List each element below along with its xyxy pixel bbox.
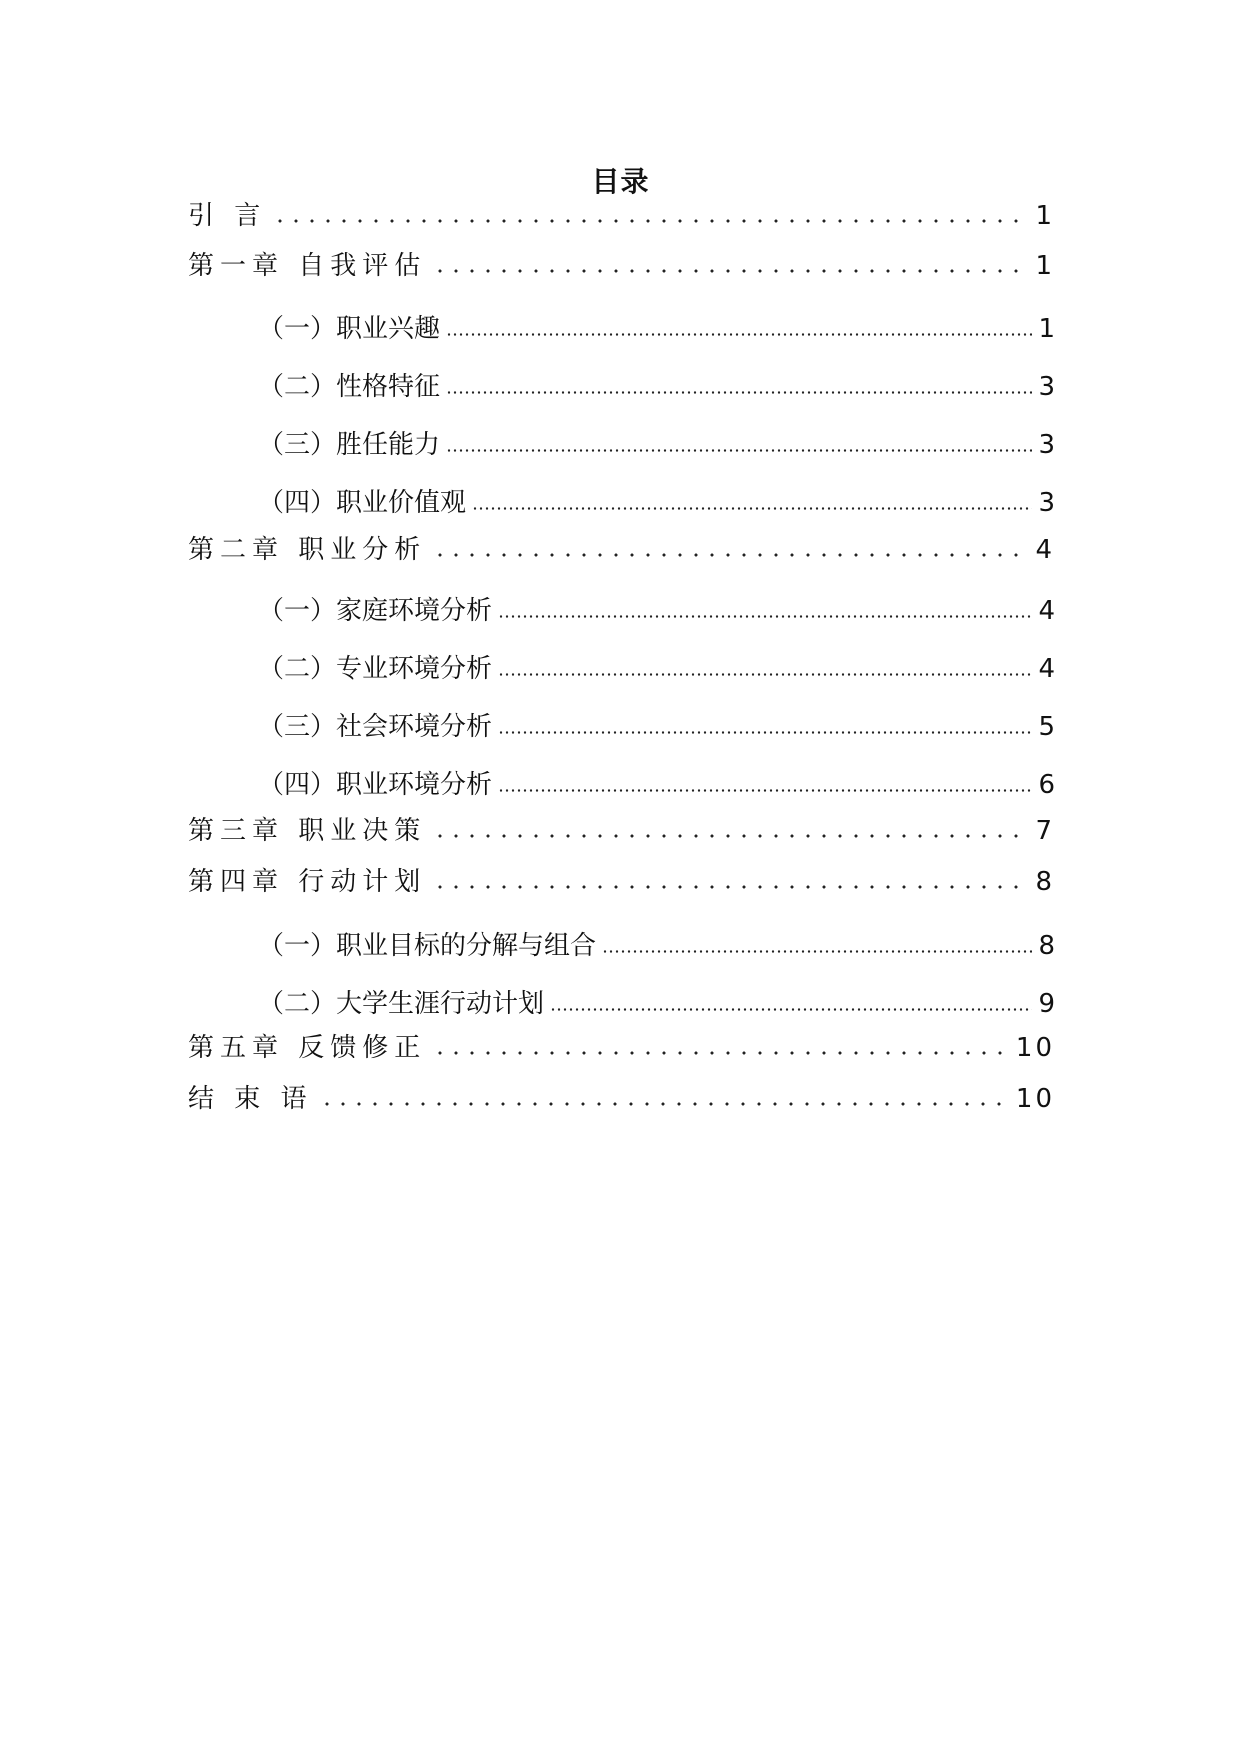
toc-page-number: 10 (1015, 1084, 1055, 1114)
toc-dot-leader (272, 198, 1029, 224)
toc-entry-chapter-4[interactable] (188, 864, 1055, 895)
toc-page-number: 3 (1038, 372, 1055, 402)
toc-dot-leader (446, 311, 1032, 337)
toc-dot-leader (446, 427, 1032, 453)
toc-dot-leader (550, 986, 1032, 1012)
toc-page-number: 8 (1038, 931, 1055, 961)
toc-page-number: 4 (1038, 654, 1055, 684)
toc-entry-label: （一）职业目标的分解与组合 (258, 931, 597, 961)
toc-dot-leader (472, 485, 1032, 511)
toc-entry-label: （四）职业价值观 (258, 488, 467, 518)
toc-entry-section[interactable] (258, 986, 1055, 1017)
toc-entry-chapter-1[interactable] (188, 248, 1055, 279)
toc-entry-section[interactable] (258, 709, 1055, 740)
toc-dot-leader (432, 864, 1029, 890)
toc-entry-label: 第二章 职业分析 (188, 535, 427, 565)
toc-entry-label: 第四章 行动计划 (188, 867, 427, 897)
toc-page-number: 1 (1035, 251, 1055, 281)
toc-page-number: 8 (1035, 867, 1055, 897)
toc-page-number: 7 (1035, 816, 1055, 846)
toc-entry-label: （二）性格特征 (258, 372, 441, 402)
toc-entry-label: 第一章 自我评估 (188, 251, 427, 281)
toc-entry-label: （一）家庭环境分析 (258, 596, 493, 626)
toc-page-number: 1 (1035, 201, 1055, 231)
toc-dot-leader (319, 1081, 1010, 1107)
toc-page-number: 9 (1038, 989, 1055, 1019)
toc-entry-label: （二）专业环境分析 (258, 654, 493, 684)
toc-dot-leader (498, 709, 1032, 735)
toc-entry-section[interactable] (258, 593, 1055, 624)
toc-page-number: 4 (1035, 535, 1055, 565)
toc-dot-leader (432, 813, 1029, 839)
toc-entry-label: （二）大学生涯行动计划 (258, 989, 545, 1019)
toc-entry-section[interactable] (258, 311, 1055, 342)
toc-entry-label: （四）职业环境分析 (258, 770, 493, 800)
toc-entry-label: （一）职业兴趣 (258, 314, 441, 344)
toc-dot-leader (602, 928, 1032, 954)
toc-entry-chapter-2[interactable] (188, 532, 1055, 563)
toc-dot-leader (446, 369, 1032, 395)
toc-entry-section[interactable] (258, 651, 1055, 682)
toc-entry-section[interactable] (258, 427, 1055, 458)
toc-dot-leader (432, 532, 1029, 558)
toc-dot-leader (432, 1030, 1010, 1056)
toc-entry-label: （三）社会环境分析 (258, 712, 493, 742)
toc-entry-label: 结 束 语 (188, 1084, 313, 1114)
toc-dot-leader (498, 593, 1032, 619)
toc-entry-section[interactable] (258, 767, 1055, 798)
toc-entry-section[interactable] (258, 485, 1055, 516)
toc-entry-introduction[interactable] (188, 198, 1055, 229)
toc-entry-conclusion[interactable] (188, 1081, 1055, 1112)
toc-entry-label: 引 言 (188, 201, 267, 231)
toc-dot-leader (498, 767, 1032, 793)
toc-page-number: 1 (1038, 314, 1055, 344)
toc-page-number: 5 (1038, 712, 1055, 742)
toc-entry-section[interactable] (258, 928, 1055, 959)
toc-page-number: 3 (1038, 430, 1055, 460)
toc-dot-leader (432, 248, 1029, 274)
toc-entry-label: 第三章 职业决策 (188, 816, 427, 846)
toc-page-number: 6 (1038, 770, 1055, 800)
toc-entry-chapter-3[interactable] (188, 813, 1055, 844)
toc-entry-label: （三）胜任能力 (258, 430, 441, 460)
toc-dot-leader (498, 651, 1032, 677)
toc-title: 目录 (591, 165, 650, 198)
toc-entry-section[interactable] (258, 369, 1055, 400)
toc-page-number: 3 (1038, 488, 1055, 518)
toc-page-number: 10 (1015, 1033, 1055, 1063)
toc-entry-chapter-5[interactable] (188, 1030, 1055, 1061)
toc-page-number: 4 (1038, 596, 1055, 626)
toc-entry-label: 第五章 反馈修正 (188, 1033, 427, 1063)
